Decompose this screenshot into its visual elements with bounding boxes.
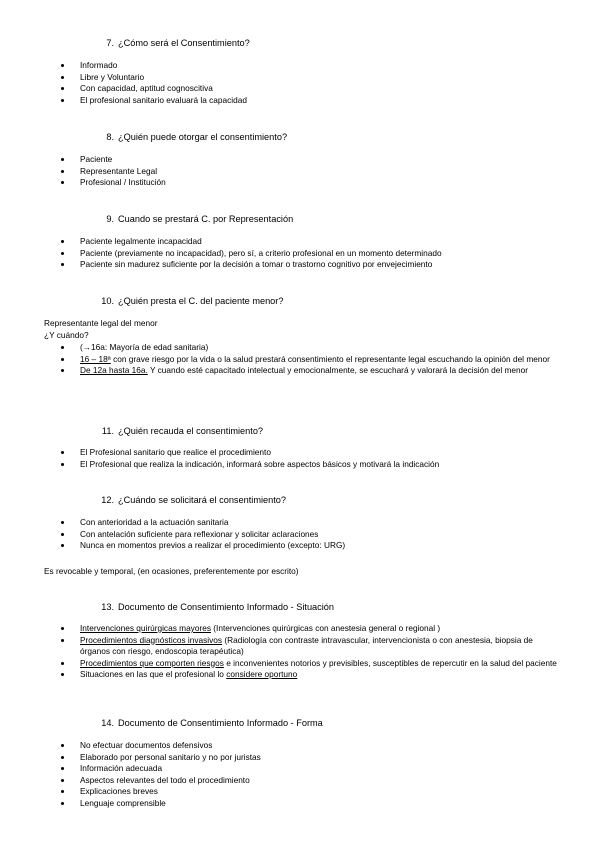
bullet-icon	[61, 76, 64, 79]
section-number: 8.	[106, 132, 114, 142]
list-item: Paciente sin madurez suficiente por la decisión a tomar o trastorno cognitivo por envejecimiento	[60, 259, 560, 271]
bullet-icon	[61, 263, 64, 266]
list-item: No efectuar documentos defensivos	[60, 740, 560, 752]
section-number: 13.	[101, 602, 114, 612]
list-item: Lenguaje comprensible	[60, 798, 560, 810]
list-item: Libre y Voluntario	[60, 72, 560, 84]
bullet-icon	[61, 744, 64, 747]
bullet-icon	[61, 662, 64, 665]
list-item: Procedimientos diagnósticos invasivos (Radiología con contraste intravascular, intervencionista o con anestesia, biopsia de órganos con riesgo, endoscopia terapéutica)	[60, 635, 560, 658]
section-8-heading	[96, 131, 287, 143]
section-title: ¿Cómo será el Consentimiento?	[118, 38, 250, 48]
list-item: (→16a: Mayoría de edad sanitaria)	[60, 342, 560, 354]
when-question-line: ¿Y cuándo?	[44, 330, 89, 340]
section-8-list	[60, 154, 560, 189]
section-12-list	[60, 517, 560, 552]
bullet-icon	[61, 252, 64, 255]
list-item: Situaciones en las que el profesional lo considere oportuno	[60, 669, 560, 681]
list-item: Explicaciones breves	[60, 786, 560, 798]
list-item: Profesional / Institución	[60, 177, 560, 189]
section-title: ¿Cuándo se solicitará el consentimiento?	[118, 495, 287, 505]
bullet-icon	[61, 779, 64, 782]
section-title: ¿Quién recauda el consentimiento?	[118, 426, 264, 436]
list-item: Paciente	[60, 154, 560, 166]
list-item: Aspectos relevantes del todo el procedimiento	[60, 775, 560, 787]
bullet-icon	[61, 627, 64, 630]
bullet-icon	[61, 802, 64, 805]
list-item: Paciente legalmente incapacidad	[60, 236, 560, 248]
list-item: El profesional sanitario evaluará la capacidad	[60, 95, 560, 107]
section-11-heading	[96, 425, 263, 437]
section-9-list	[60, 236, 560, 271]
list-item: Procedimientos que comporten riesgos e inconvenientes notorios y previsibles, susceptibles de repercutir en la salud del paciente	[60, 658, 560, 670]
bullet-icon	[61, 369, 64, 372]
bullet-icon	[61, 756, 64, 759]
bullet-icon	[61, 767, 64, 770]
section-title: Cuando se prestará C. por Representación	[118, 214, 294, 224]
bullet-icon	[61, 99, 64, 102]
list-item: De 12a hasta 16a. Y cuando esté capacitado intelectual y emocionalmente, se escuchará y valorará la decisión del menor	[60, 365, 560, 377]
bullet-icon	[61, 346, 64, 349]
list-item: Con anterioridad a la actuación sanitaria	[60, 517, 560, 529]
list-item: Con capacidad, aptitud cognoscitiva	[60, 83, 560, 95]
section-10-list	[60, 342, 560, 377]
section-10-heading	[96, 295, 283, 307]
section-9-heading	[96, 213, 293, 225]
list-item: Elaborado por personal sanitario y no por juristas	[60, 752, 560, 764]
list-item: El Profesional sanitario que realice el procedimiento	[60, 447, 560, 459]
list-item: 16 – 18ª con grave riesgo por la vida o la salud prestará consentimiento el representante legal escuchando la opinión del menor	[60, 354, 560, 366]
section-title: Documento de Consentimiento Informado - Forma	[118, 718, 323, 728]
section-number: 12.	[101, 495, 114, 505]
section-7-list	[60, 60, 560, 106]
bullet-icon	[61, 533, 64, 536]
list-item: Representante Legal	[60, 166, 560, 178]
list-item: Intervenciones quirúrgicas mayores (Intervenciones quirúrgicas con anestesia general o regional )	[60, 623, 560, 635]
minor-representative-line: Representante legal del menor	[44, 318, 158, 328]
list-item: El Profesional que realiza la indicación, informará sobre aspectos básicos y motivará la indicación	[60, 459, 560, 471]
section-12-heading	[96, 494, 286, 506]
section-7-heading	[96, 37, 250, 49]
list-item: Informado	[60, 60, 560, 72]
bullet-icon	[61, 544, 64, 547]
bullet-icon	[61, 170, 64, 173]
list-item: Paciente (previamente no incapacidad), pero sí, a criterio profesional en un momento determinado	[60, 248, 560, 260]
section-title: Documento de Consentimiento Informado - Situación	[118, 602, 335, 612]
bullet-icon	[61, 639, 64, 642]
section-number: 11.	[101, 426, 114, 436]
bullet-icon	[61, 790, 64, 793]
section-title: ¿Quién puede otorgar el consentimiento?	[118, 132, 288, 142]
section-number: 10.	[101, 296, 114, 306]
list-item: Nunca en momentos previos a realizar el procedimiento (excepto: URG)	[60, 540, 560, 552]
bullet-icon	[61, 240, 64, 243]
bullet-icon	[61, 358, 64, 361]
section-14-heading	[96, 717, 323, 729]
list-item: Información adecuada	[60, 763, 560, 775]
section-13-list	[60, 623, 560, 681]
section-11-list	[60, 447, 560, 470]
list-item: Con antelación suficiente para reflexionar y solicitar aclaraciones	[60, 529, 560, 541]
bullet-icon	[61, 521, 64, 524]
section-14-list	[60, 740, 560, 809]
bullet-icon	[61, 451, 64, 454]
bullet-icon	[61, 64, 64, 67]
bullet-icon	[61, 87, 64, 90]
section-number: 7.	[106, 38, 114, 48]
section-number: 14.	[101, 718, 114, 728]
section-title: ¿Quién presta el C. del paciente menor?	[118, 296, 284, 306]
bullet-icon	[61, 158, 64, 161]
bullet-icon	[61, 463, 64, 466]
section-13-heading	[96, 601, 334, 613]
bullet-icon	[61, 181, 64, 184]
revocable-note: Es revocable y temporal, (en ocasiones, preferentemente por escrito)	[44, 566, 299, 576]
bullet-icon	[61, 673, 64, 676]
section-number: 9.	[106, 214, 114, 224]
